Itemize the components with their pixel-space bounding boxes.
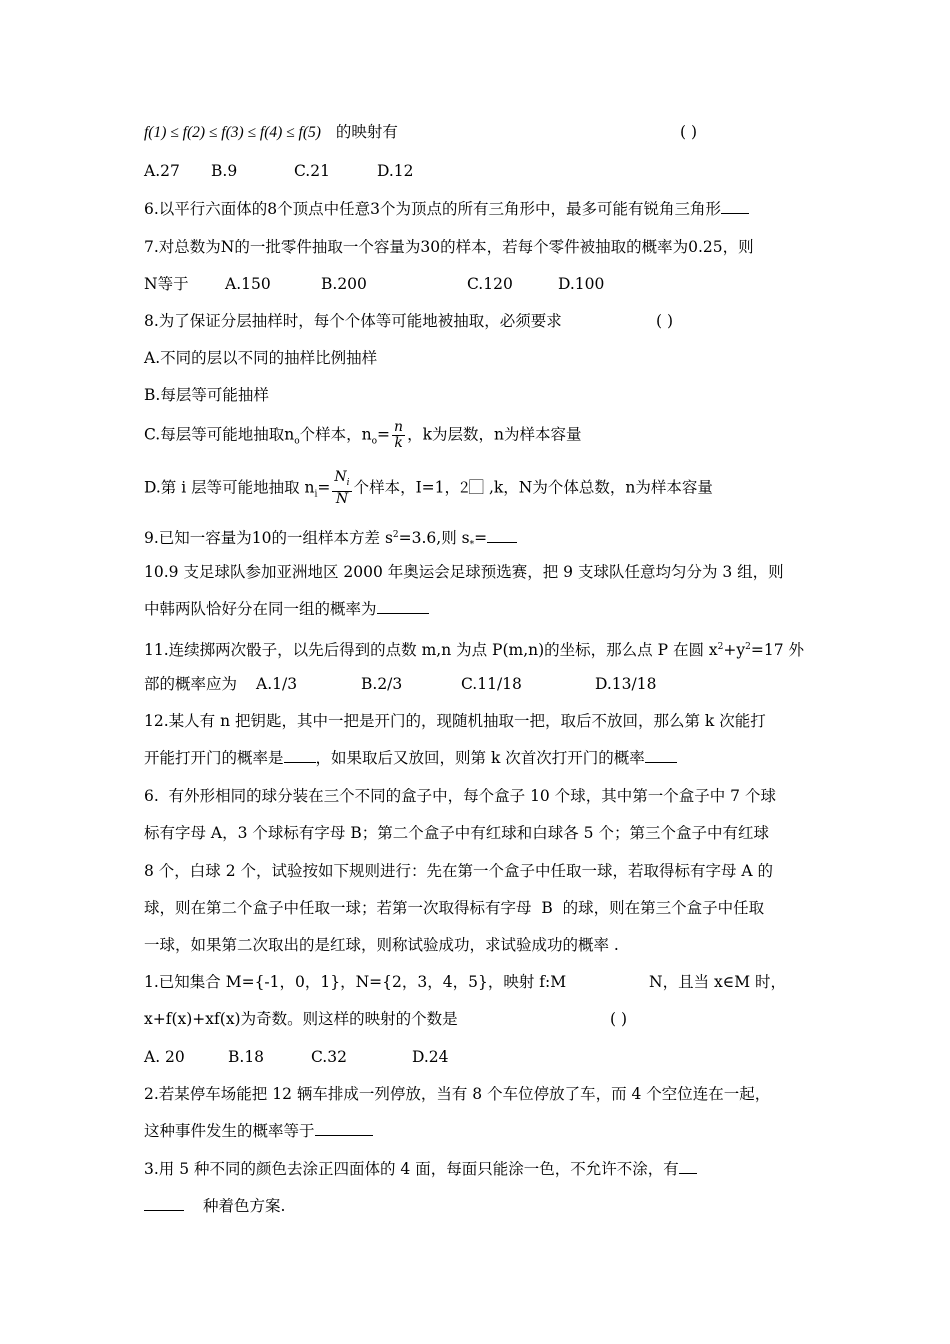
option-d: D.24	[412, 1048, 449, 1066]
answer-blank	[315, 1121, 373, 1136]
option-d: D.100	[558, 275, 605, 293]
review-2-line-2	[144, 1120, 830, 1142]
question-12-line-1	[144, 710, 830, 732]
subscript: o	[294, 436, 300, 447]
monotonic-formula: f(1) ≤ f(2) ≤ f(3) ≤ f(4) ≤ f(5)	[144, 124, 321, 141]
mapping-text: 的映射有	[335, 123, 398, 141]
option-c-text: C.每层等可能地抽取n	[144, 425, 295, 444]
question-8-option-a	[144, 347, 830, 369]
fraction-ni-over-n	[332, 470, 351, 507]
answer-blank	[645, 748, 677, 763]
problem-6-line-4	[144, 897, 830, 919]
answer-blank	[679, 1159, 697, 1174]
question-8-option-d	[144, 470, 830, 506]
question-10-text: 10.9 支足球队参加亚洲地区 2000 年奥运会足球预选赛，把 9 支球队任意均匀分为 3 组，则	[144, 563, 784, 581]
question-12-text: 12.某人有 n 把钥匙，其中一把是开门的，现随机抽取一把，取后不放回，那么第 k 次能打	[144, 712, 766, 730]
superscript: 2	[392, 530, 399, 540]
answer-blank	[144, 1196, 184, 1211]
question-10-line-1	[144, 561, 830, 583]
question-10-text-2: 中韩两队恰好分在同一组的概率为	[144, 600, 377, 618]
option-d-text-2: 个样本，I=1，2⃞ ,k，N为个体总数，n为样本容量	[353, 478, 713, 497]
superscript: 2	[717, 642, 724, 652]
mapping-condition-line	[144, 121, 830, 144]
denominator: k	[394, 435, 403, 451]
option-a: A. 20	[144, 1048, 185, 1066]
equals-sign: =	[474, 529, 488, 547]
numerator-subscript: i	[346, 478, 350, 488]
review-1-text-2: N，且当 x∈M 时，	[649, 973, 787, 991]
superscript: 2	[745, 642, 751, 652]
fraction-n-over-k	[392, 420, 405, 451]
answer-paren: ( )	[610, 1010, 628, 1028]
equals-sign: =	[377, 425, 391, 444]
numerator: n	[394, 419, 404, 435]
problem-6-text: 球，则在第二个盒子中任取一球；若第一次取得标有字母 B 的球，则在第三个盒子中任取	[144, 899, 765, 917]
review-2-text: 2.若某停车场能把 12 辆车排成一列停放，当有 8 个车位停放了车，而 4 个空位连在一起，	[144, 1085, 771, 1103]
subscript: i	[314, 489, 318, 500]
option-c: C.21	[294, 162, 330, 180]
question-7-line-1	[144, 236, 830, 258]
question-8-option-b	[144, 384, 830, 406]
question-9-text: 9.已知一容量为10的一组样本方差 s	[144, 529, 393, 547]
problem-6-line-5	[144, 934, 830, 956]
question-8-text: 8.为了保证分层抽样时，每个个体等可能地被抽取，必须要求	[144, 312, 562, 330]
option-a: A.27	[144, 162, 180, 180]
question-11-text: 11.连续掷两次骰子，以先后得到的点数 m,n 为点 P(m,n)的坐标，那么点 P 在圆 x	[144, 641, 718, 659]
option-c: C.11/18	[461, 675, 522, 693]
question-12-text-3: ，如果取后又放回，则第 k 次首次打开门的概率	[315, 749, 645, 767]
answer-paren: ( )	[680, 123, 698, 141]
option-c: C.120	[467, 275, 513, 293]
answer-blank	[284, 748, 316, 763]
answer-blank	[487, 528, 517, 543]
denominator: N	[335, 491, 349, 507]
review-3-text: 3.用 5 种不同的颜色去涂正四面体的 4 面，每面只能涂一色，不允许不涂，有	[144, 1160, 679, 1178]
review-1-line-1	[144, 971, 830, 993]
answer-blank	[721, 199, 749, 214]
question-11-line-1	[144, 636, 830, 661]
answer-blank	[377, 599, 429, 614]
question-11-text-2: +y	[723, 641, 746, 659]
review-2-line-1	[144, 1083, 830, 1105]
review-1-text-3: x+f(x)+xf(x)为奇数。则这样的映射的个数是	[144, 1010, 458, 1028]
problem-6-text: 一球，如果第二次取出的是红球，则称试验成功，求试验成功的概率 .	[144, 936, 619, 954]
problem-6-text: 8 个，白球 2 个，试验按如下规则进行：先在第一个盒子中任取一球，若取得标有字母 A 的	[144, 862, 774, 880]
option-c: C.32	[311, 1048, 347, 1066]
question-11-prompt: 部的概率应为	[144, 675, 238, 693]
problem-6-text: 6. 有外形相同的球分装在三个不同的盒子中，每个盒子 10 个球，其中第一个盒子中 7 个球	[144, 787, 776, 805]
question-7-prompt: N等于	[144, 275, 189, 293]
subscript: *	[469, 540, 475, 550]
review-1-text: 1.已知集合 M={-1，0，1}，N={2，3，4，5}，映射 f:M	[144, 973, 567, 991]
option-a: A.1/3	[256, 675, 298, 693]
equals-sign: =	[317, 478, 331, 497]
problem-6-line-2	[144, 822, 830, 844]
option-b-text: B.每层等可能抽样	[144, 386, 269, 404]
question-9-text-2: =3.6,则 s	[398, 529, 470, 547]
question-6-text: 6.以平行六面体的8个顶点中任意3个为顶点的所有三角形中，最多可能有锐角三角形	[144, 200, 722, 218]
question-12-line-2	[144, 747, 830, 769]
numerator	[332, 470, 351, 492]
question-8-option-c	[144, 420, 830, 456]
problem-6-line-3	[144, 860, 830, 882]
option-d: D.12	[377, 162, 414, 180]
review-1-line-2	[144, 1008, 830, 1030]
question-10-line-2	[144, 598, 830, 620]
option-c-text-2: 个样本，n	[299, 425, 372, 444]
subscript: o	[371, 436, 378, 447]
problem-6-text: 标有字母 A，3 个球标有字母 B；第二个盒子中有红球和白球各 5 个；第三个盒子中有红球	[144, 824, 769, 842]
option-d-text: D.第 i 层等可能地抽取 n	[144, 478, 315, 497]
option-b: B.18	[228, 1048, 265, 1066]
option-b: B.2/3	[361, 675, 403, 693]
answer-paren: ( )	[656, 312, 674, 330]
review-3-line-1	[144, 1158, 830, 1180]
question-6-line	[144, 198, 830, 220]
option-b: B.200	[321, 275, 367, 293]
question-7-text: 7.对总数为N的一批零件抽取一个容量为30的样本，若每个零件被抽取的概率为0.25，则	[144, 238, 754, 256]
numerator-letter: N	[334, 469, 347, 485]
review-2-text-2: 这种事件发生的概率等于	[144, 1122, 315, 1140]
question-9-line	[144, 524, 830, 556]
option-a: A.150	[225, 275, 271, 293]
review-3-text-2: 种着色方案.	[202, 1197, 286, 1215]
option-b: B.9	[211, 162, 238, 180]
option-d: D.13/18	[595, 675, 657, 693]
option-a-text: A.不同的层以不同的抽样比例抽样	[144, 349, 378, 367]
question-12-text-2: 开能打开门的概率是	[144, 749, 284, 767]
question-11-text-3: =17 外	[750, 641, 804, 659]
question-8-line	[144, 310, 830, 332]
problem-6-line-1	[144, 785, 830, 807]
option-c-text-3: ，k为层数，n为样本容量	[407, 425, 582, 444]
review-3-line-2	[144, 1195, 830, 1217]
